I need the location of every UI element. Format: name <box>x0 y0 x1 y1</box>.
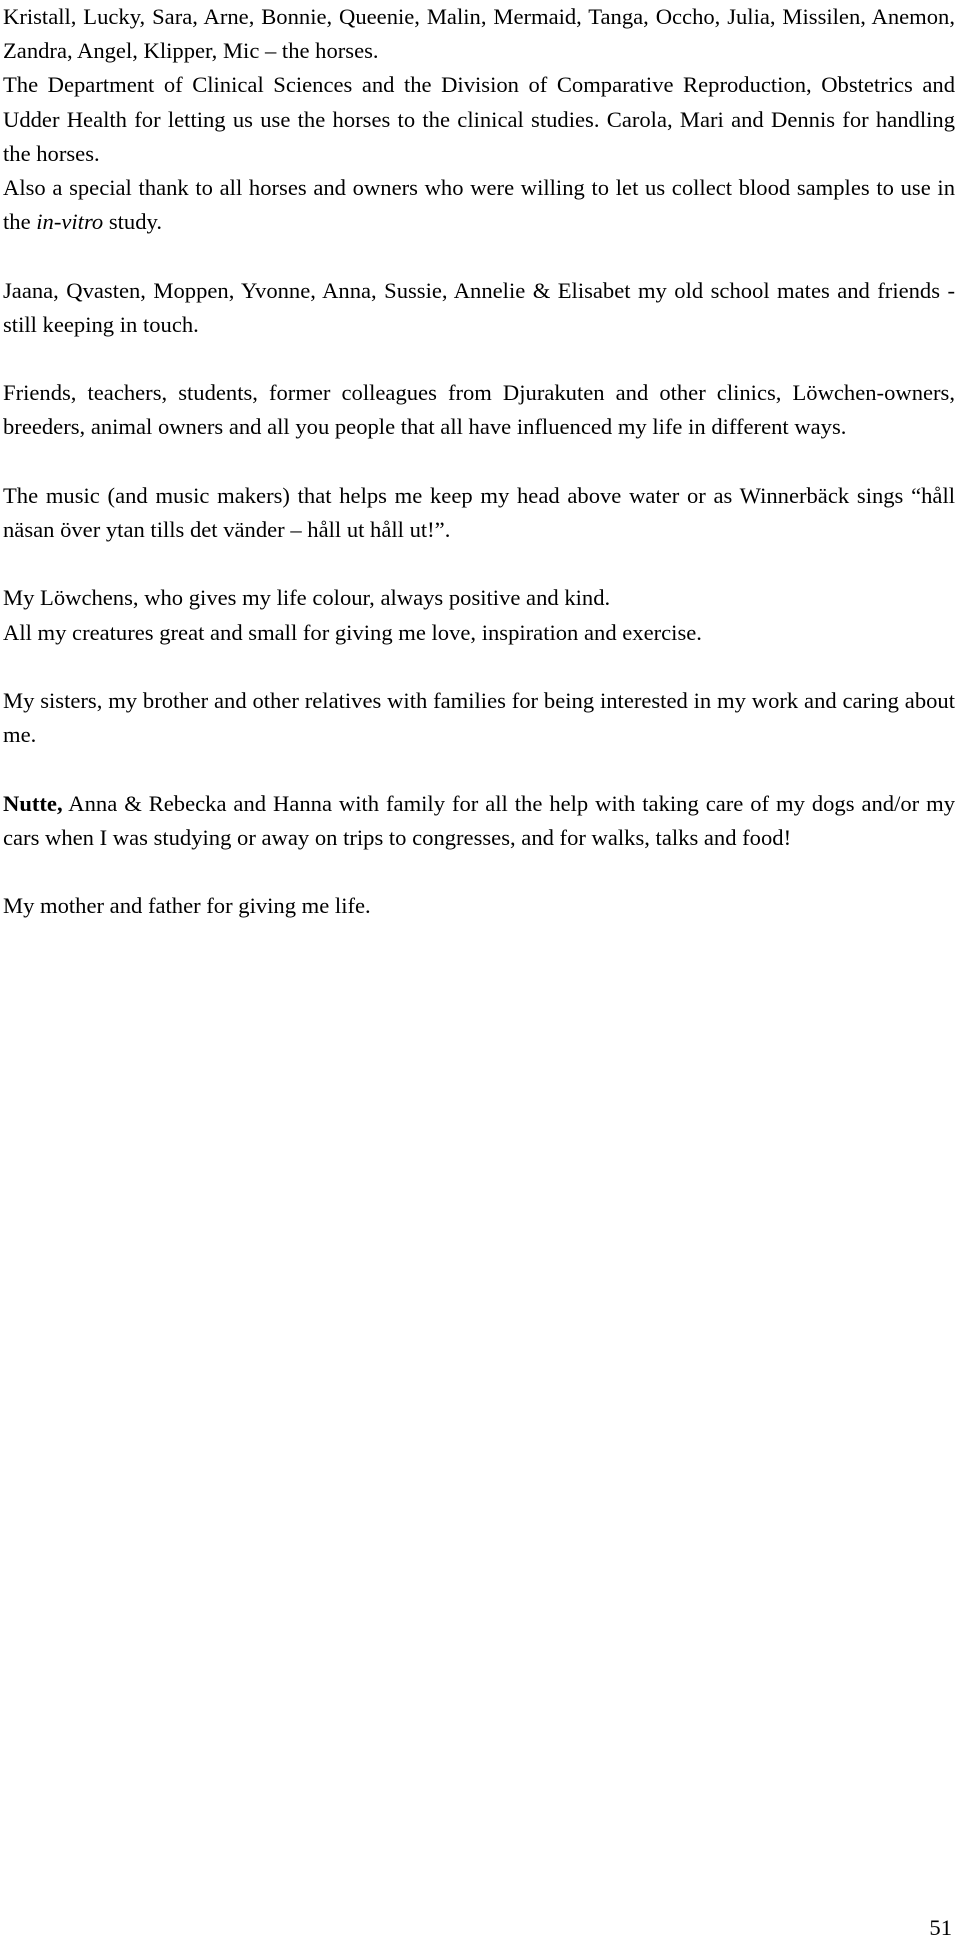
italic-term: in-vitro <box>36 209 104 235</box>
paragraph-music: The music (and music makers) that helps me keep my head above water or as Winnerbäck sings “håll näsan över ytan tills det vänder – håll ut håll ut!”. <box>3 482 955 542</box>
paragraph-nutte-text: Anna & Rebecka and Hanna with family for all the help with taking care of my dogs and/or my cars when I was studying or away on trips to congresses, and for walks, talks and food! <box>3 790 955 850</box>
paragraph-parents: My mother and father for giving me life. <box>3 893 371 919</box>
bold-name: Nutte, <box>3 790 63 816</box>
paragraph-creatures: All my creatures great and small for giving me love, inspiration and exercise. <box>3 619 702 645</box>
paragraph-school-mates: Jaana, Qvasten, Moppen, Yvonne, Anna, Sussie, Annelie & Elisabet my old school mates and friends - still keeping in touch. <box>3 277 955 337</box>
paragraph-nutte <box>3 787 955 855</box>
paragraph-owners <box>3 171 955 239</box>
paragraph-family: My sisters, my brother and other relatives with families for being interested in my work and caring about me. <box>3 687 955 748</box>
paragraph-lowchens: My Löwchens, who gives my life colour, always positive and kind. <box>3 585 611 611</box>
paragraph-horses: Kristall, Lucky, Sara, Arne, Bonnie, Queenie, Malin, Mermaid, Tanga, Occho, Julia, Missilen, Anemon, Zandra, Angel, Klipper, Mic – the horses. <box>3 4 955 64</box>
page-number: 51 <box>929 1915 952 1940</box>
acknowledgements-text <box>3 0 955 958</box>
paragraph-owners-text: Also a special thank to all horses and owners who were willing to let us collect blood samples to use in the <box>3 175 955 235</box>
paragraph-department: The Department of Clinical Sciences and the Division of Comparative Reproduction, Obstetrics and Udder Health for letting us use the horses to the clinical studies. Carola, Mari and Dennis for handling the horses. <box>3 72 955 166</box>
paragraph-owners-end: study. <box>103 209 162 235</box>
paragraph-friends: Friends, teachers, students, former colleagues from Djurakuten and other clinics, Löwchen-owners, breeders, animal owners and all you people that all have influenced my life in different ways. <box>3 380 955 440</box>
